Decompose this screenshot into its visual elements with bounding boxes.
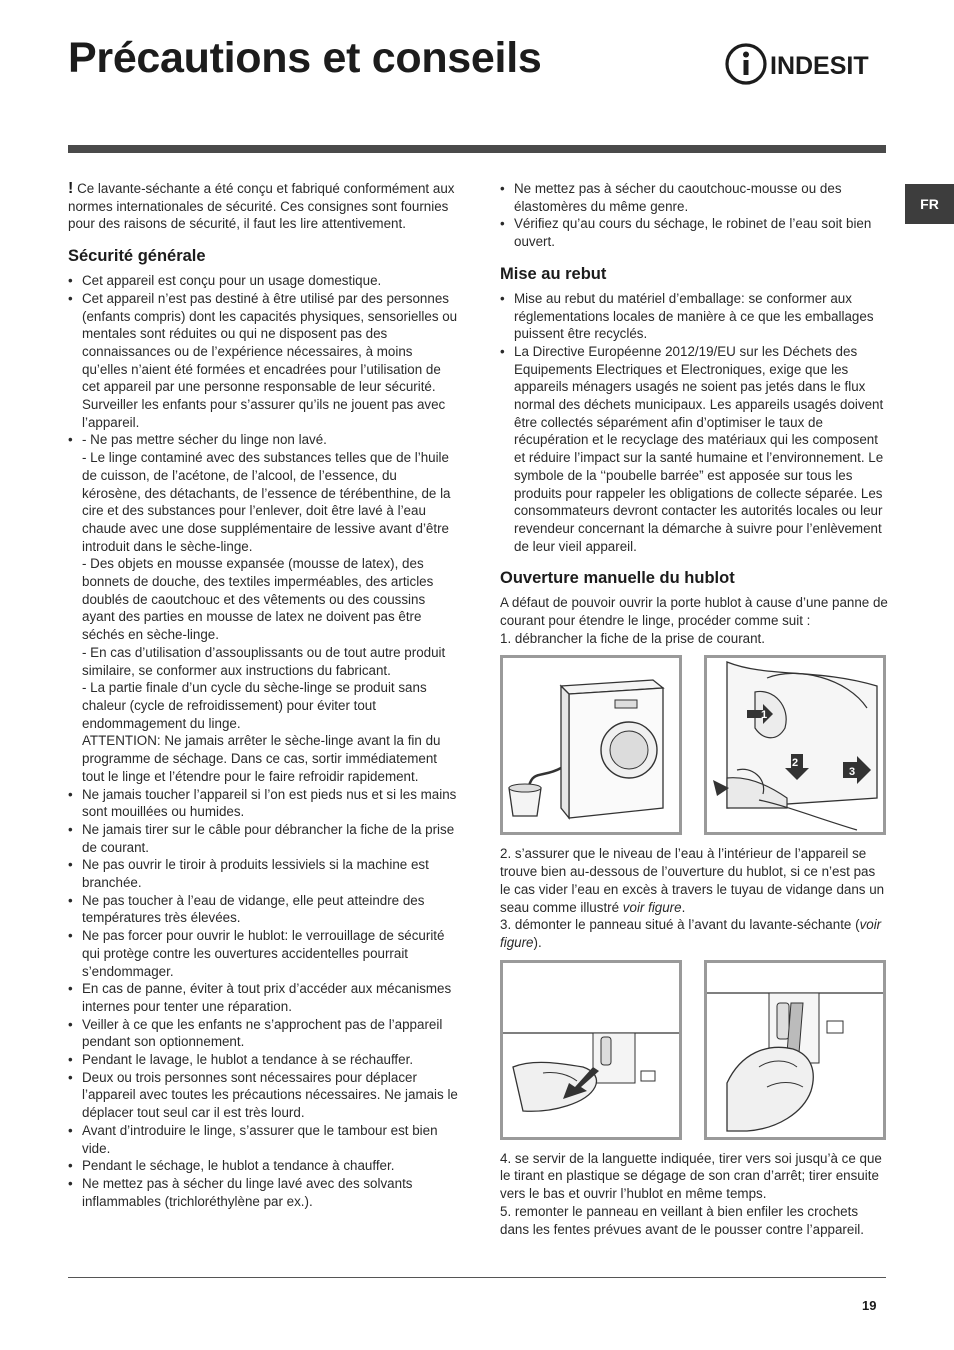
step-3-figure-ref: voir figure <box>500 917 882 950</box>
brand-name: INDESIT <box>770 52 869 80</box>
list-item: • Ne pas toucher à l’eau de vidange, elle peut atteindre des températures très élevées. <box>68 892 458 927</box>
header-rule <box>68 145 886 153</box>
list-item: • Avant d’introduire le linge, s’assurer que le tambour est bien vide. <box>68 1122 458 1157</box>
indesit-logo <box>724 42 886 86</box>
figure-screwdriver <box>704 960 886 1140</box>
panel-opening-illustration <box>707 658 883 832</box>
figure-label-2: 2 <box>792 757 799 770</box>
sub-item: - En cas d’utilisation d’assouplissants ou de tout autre produit similaire, se conformer aux instructions du fabricant. <box>82 644 446 678</box>
hublot-step-5: 5. remonter le panneau en veillant à bien enfiler les crochets dans les fentes prévues avant de le pousser contre l’appareil. <box>500 1203 864 1237</box>
right-column <box>500 180 888 1238</box>
hublot-step-4: 4. se servir de la languette indiquée, tirer vers soi jusqu’à ce que le tirant en plastique se dégage de son cran d’arrêt; tirer ensuite vers le bas et ouvrir l’hublot en même temps. <box>500 1150 882 1202</box>
list-item: • Ne pas forcer pour ouvrir le hublot: le verrouillage de sécurité qui protège contre les ouvertures accidentelles pourrait s’endommager. <box>68 927 458 980</box>
list-item: • Veiller à ce que les enfants ne s’approchent pas de l’appareil pendant son optionnement. <box>68 1016 458 1051</box>
list-item <box>68 431 458 785</box>
figure-pull-tab <box>500 960 682 1140</box>
step-2-end: . <box>681 899 686 915</box>
figure-row-1 <box>500 655 888 835</box>
right-top-list <box>500 180 888 251</box>
list-item: • Cet appareil est conçu pour un usage domestique. <box>68 272 458 290</box>
list-item: • Deux ou trois personnes sont nécessaires pour déplacer l’appareil avec toutes les précautions nécessaires. Ne jamais le déplacer tout seul car il est très lourd. <box>68 1069 458 1122</box>
heading-rebut: Mise au rebut <box>500 264 607 283</box>
sub-item: ATTENTION: Ne jamais arrêter le sèche-linge avant la fin du programme de séchage. Dans ce cas, sortir immédiatement tout le linge et l’étendre pour le faire refroidir rapidement. <box>82 733 441 784</box>
figure-row-2 <box>500 960 888 1140</box>
hublot-intro: A défaut de pouvoir ouvrir la porte hublot à cause d’une panne de courant pour étendre le linge, procéder comme suit : <box>500 595 888 629</box>
list-item: • La Directive Européenne 2012/19/EU sur les Déchets des Equipements Electriques et Electroniques, exige que les appareils ménagers usagés ne soient pas jetés dans le flux normal des déchets municipaux. Les appareils usagés doivent être collectés séparément afin d’optimiser le taux de récupération et le recyclage des matériaux qui les composent et réduire l’impact sur la santé humaine et l’environnement. Le symbole de la ‘‘poubelle barrée” est apposée sur tous les produits pour rappeler les obligations de collecte séparée. Les consommateurs devront contacter les autorités locales ou leur revendeur concernant la démarche à suivre pour l’enlèvement de leur vieil appareil. <box>500 343 888 555</box>
sub-item: - Des objets en mousse expansée (mousse de latex), des bonnets de douche, des textiles imperméables, des articles doublés de caoutchouc et des vêtements ou des coussins ayant des parties en mousse de latex ne doivent pas être séchés en sèche-linge. <box>82 556 434 643</box>
hublot-step-1: 1. débrancher la fiche de la prise de courant. <box>500 630 766 646</box>
list-item-text: • - Ne pas mettre sécher du linge non lavé. <box>82 432 327 448</box>
list-item: • Pendant le séchage, le hublot a tendance à chauffer. <box>68 1157 458 1175</box>
figure-label-1: 1 <box>761 709 768 722</box>
list-item: • Ne jamais tirer sur le câble pour débrancher la fiche de la prise de courant. <box>68 821 458 856</box>
intro-text: Ce lavante-séchante a été conçu et fabriqué conformément aux normes internationales de sécurité. Ces consignes sont fournies pour des raisons de sécurité, il faut les lire attentivement. <box>68 181 455 232</box>
step-2-figure-ref: voir figure <box>622 899 682 915</box>
hublot-step-3 <box>500 916 888 951</box>
screwdriver-illustration <box>707 963 883 1137</box>
figure-open-panel <box>704 655 886 835</box>
list-item: • Ne pas ouvrir le tiroir à produits lessiviels si la machine est branchée. <box>68 856 458 891</box>
pull-tab-illustration <box>503 963 679 1137</box>
sub-item: - La partie finale d’un cycle du sèche-linge se produit sans chaleur (cycle de refroidissement) pour éviter tout endommagement du linge. <box>82 680 427 731</box>
footer-rule <box>68 1277 886 1278</box>
step-3-text: 3. démonter le panneau situé à l’avant du lavante-séchante ( <box>500 917 860 933</box>
list-item: • En cas de panne, éviter à tout prix d’accéder aux mécanismes internes pour tenter une réparation. <box>68 980 458 1015</box>
hublot-step-2 <box>500 845 888 916</box>
list-item: • Ne mettez pas à sécher du caoutchouc-mousse ou des élastomères du même genre. <box>500 180 888 215</box>
page-number: 19 <box>862 1298 877 1313</box>
heading-securite: Sécurité générale <box>68 247 206 266</box>
figure-drain-bucket <box>500 655 682 835</box>
left-column <box>68 180 458 1210</box>
washing-machine-illustration <box>503 658 679 832</box>
rebut-list <box>500 290 888 556</box>
list-item: • Cet appareil n’est pas destiné à être utilisé par des personnes (enfants compris) dont les capacités physiques, sensorielles ou mentales sont réduites ou qui ne disposent pas des connaissances ou de l’expérience nécessaires, à moins qu’elles n’aient été formées et encadrées pour l’utilisation de cet appareil par une personne responsable de leur sécurité. Surveiller les enfants pour s’assurer qu’ils ne jouent pas avec l’appareil. <box>68 290 458 432</box>
page-title: Précautions et conseils <box>68 34 542 82</box>
intro-paragraph <box>68 180 458 233</box>
list-item: • Pendant le lavage, le hublot a tendance à se réchauffer. <box>68 1051 458 1069</box>
list-item: • Mise au rebut du matériel d’emballage: se conformer aux réglementations locales de manière à ce que les emballages puissent être recyclés. <box>500 290 888 343</box>
language-tab: FR <box>905 184 954 224</box>
list-item: • Vérifiez qu’au cours du séchage, le robinet de l’eau soit bien ouvert. <box>500 215 888 250</box>
step-2-text: 2. s’assurer que le niveau de l’eau à l’intérieur de l’appareil se trouve bien au-dessous de l’ouverture du hublot, si ce n’est pas le cas vider l’eau en excès à travers le tuyau de vidange dans un seau comme illustré <box>500 846 885 915</box>
list-item: • Ne mettez pas à sécher du linge lavé avec des solvants inflammables (trichloréthylène par ex.). <box>68 1175 458 1210</box>
warning-mark: ! <box>68 180 74 197</box>
heading-hublot: Ouverture manuelle du hublot <box>500 569 735 588</box>
sub-item: - Le linge contaminé avec des substances telles que de l’huile de cuisson, de l’acétone, de l’alcool, de l’essence, du kérosène, des détachants, de l’essence de térébenthine, de la cire et des substances pour l’enlever, doit être lavé à l’eau chaude avec une dose supplémentaire de lessive avant d’être introduit dans le sèche-linge. <box>82 450 451 554</box>
figure-label-3: 3 <box>849 766 856 779</box>
securite-list <box>68 272 458 1210</box>
list-item: • Ne jamais toucher l’appareil si l’on est pieds nus et si les mains sont mouillées ou humides. <box>68 786 458 821</box>
step-3-end: ). <box>533 934 542 950</box>
